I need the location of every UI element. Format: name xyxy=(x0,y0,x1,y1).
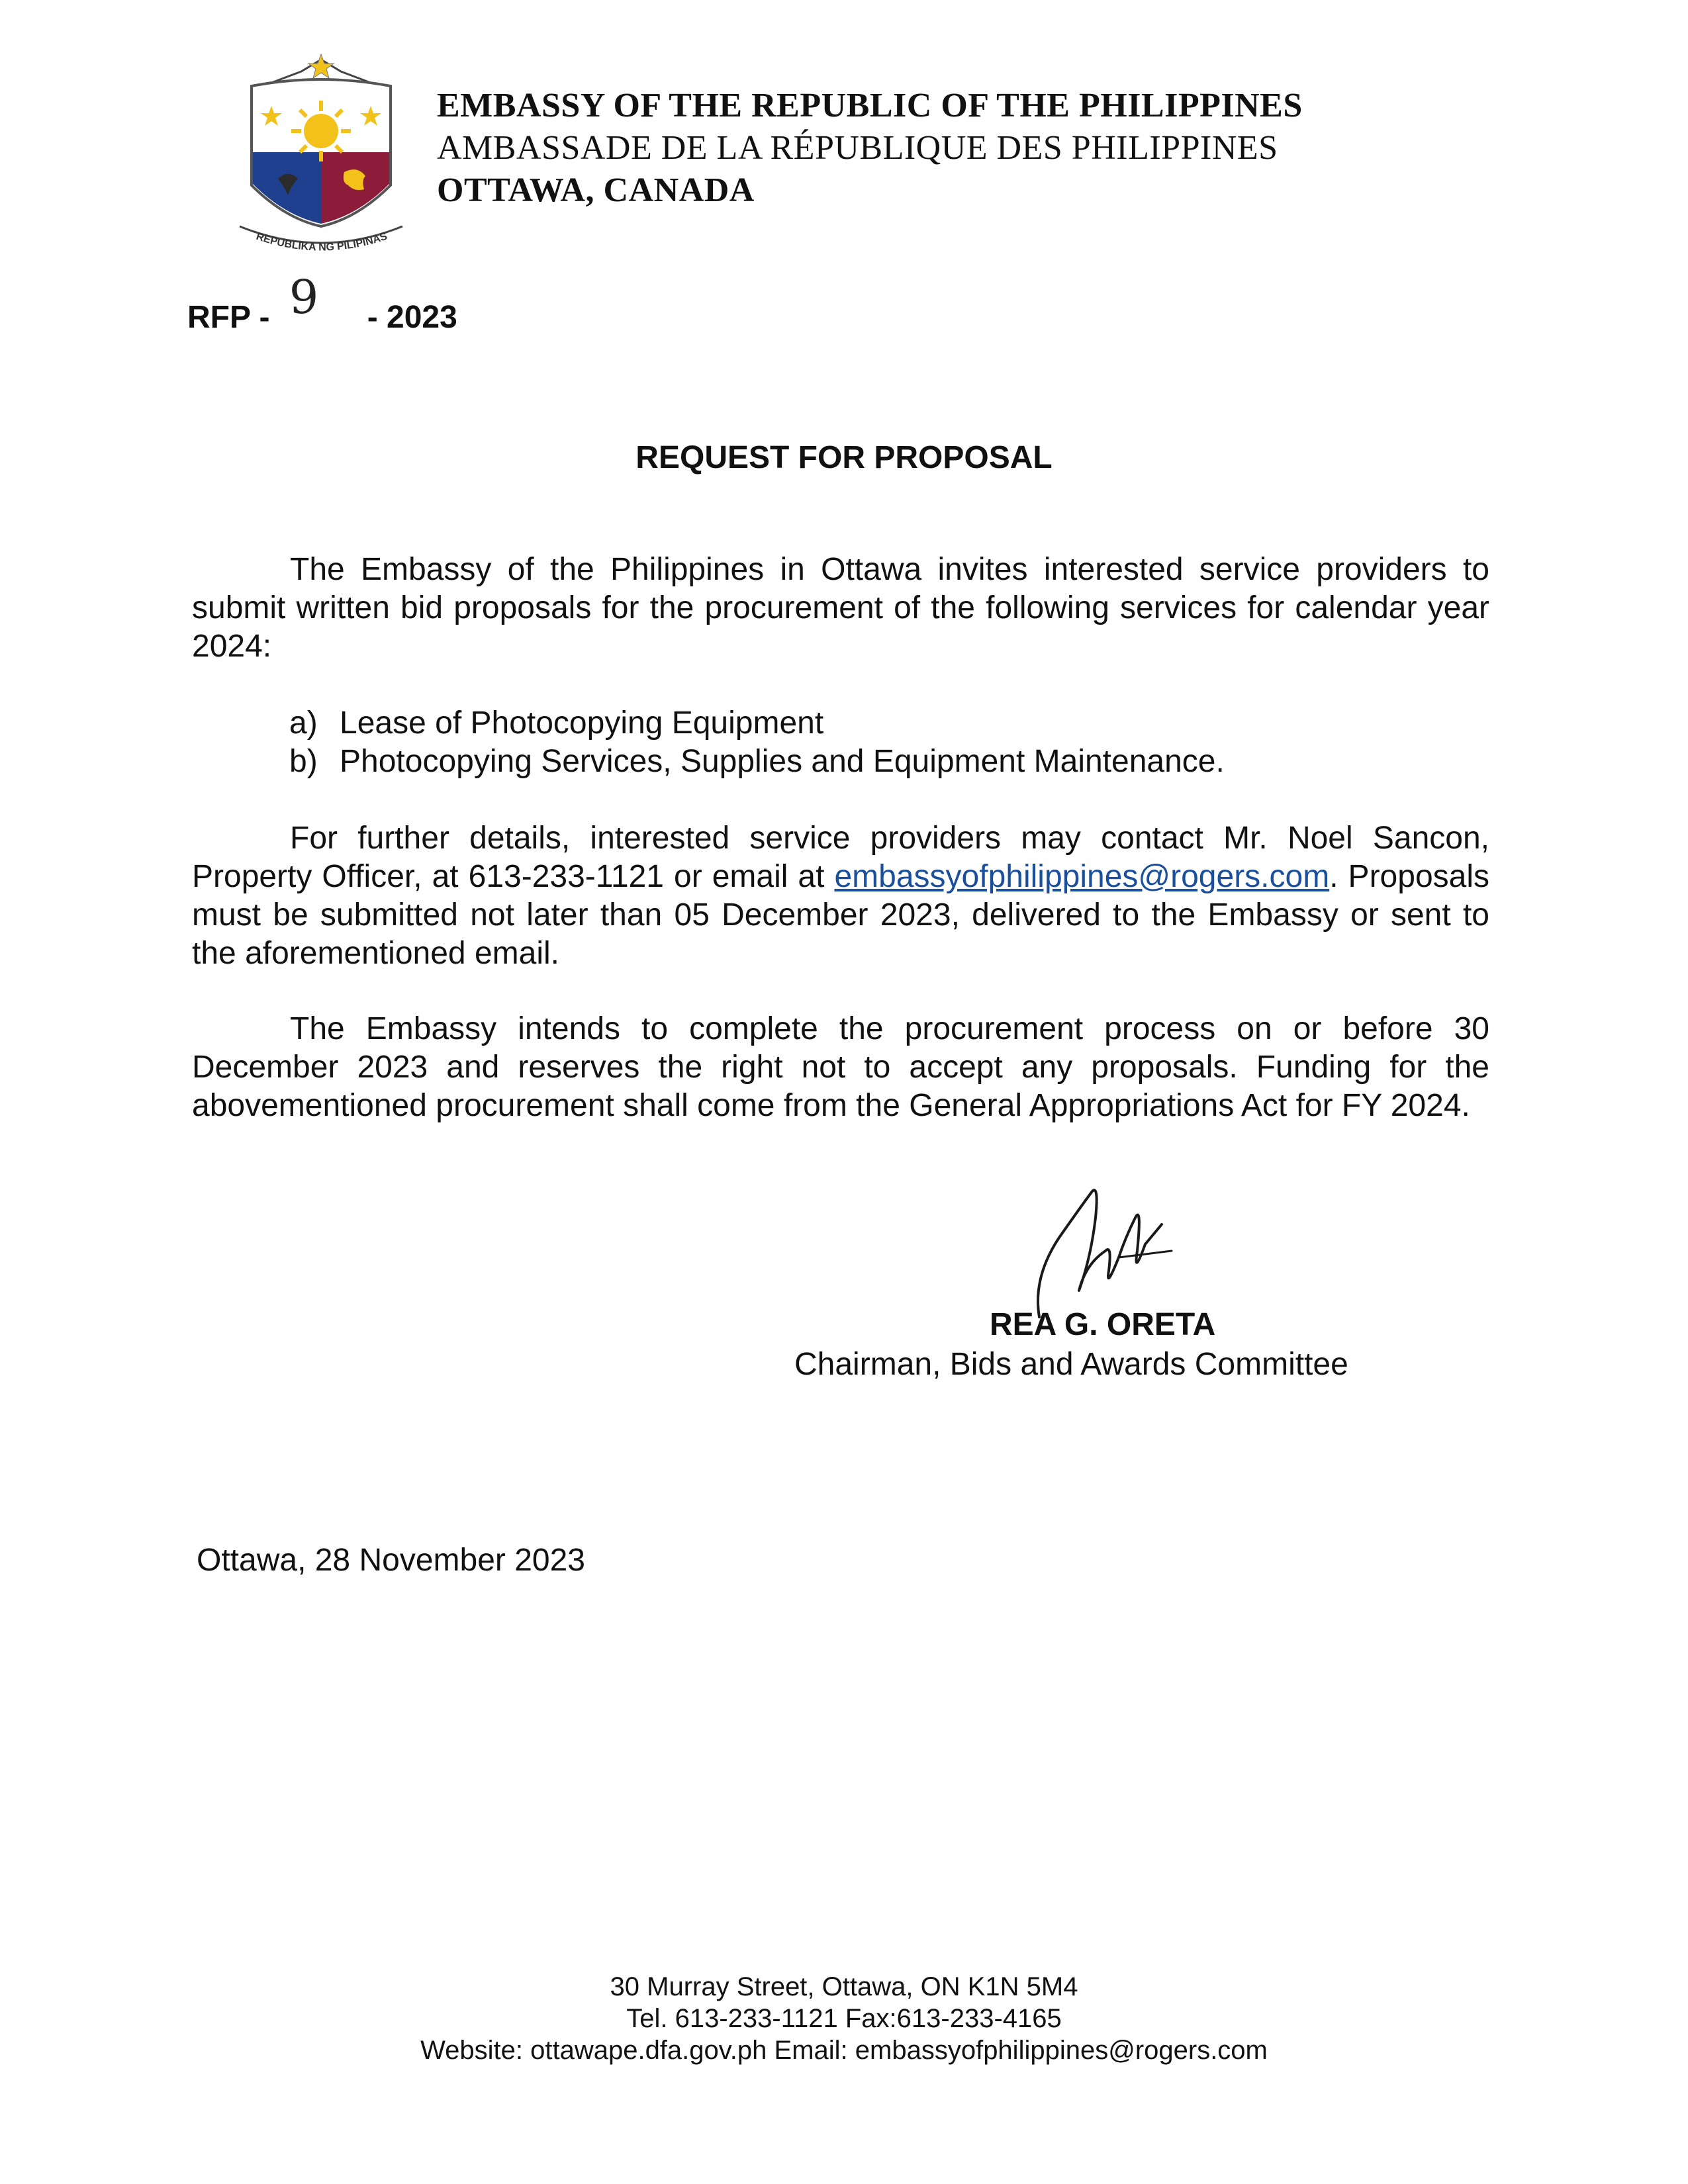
list-item xyxy=(289,704,1225,743)
list-item-text: Photocopying Services, Supplies and Equipment Maintenance. xyxy=(340,744,1225,779)
list-item xyxy=(289,743,1225,781)
letterhead xyxy=(437,85,1303,212)
closing-text: The Embassy intends to complete the procurement process on or before 30 December 2023 and reserves the right not to accept any proposals. Funding for the abovementioned procurement shall come from the General Appropriations Act for FY 2024. xyxy=(192,1011,1489,1123)
embassy-name-french: AMBASSADE DE LA RÉPUBLIQUE DES PHILIPPINES xyxy=(437,129,1278,167)
place-and-date: Ottawa, 28 November 2023 xyxy=(197,1543,585,1578)
signer-title: Chairman, Bids and Awards Committee xyxy=(794,1347,1348,1382)
reference-prefix: RFP - xyxy=(187,300,270,335)
contact-email-link[interactable]: embassyofphilippines@rogers.com xyxy=(834,859,1330,894)
details-text-before: For further details, interested service providers may contact Mr. Noel Sancon, Property Officer, at 613-233-1121 or email at xyxy=(192,821,1489,894)
details-paragraph xyxy=(192,819,1489,973)
intro-text: The Embassy of the Philippines in Ottawa invites interested service providers to submit written bid proposals for the procurement of the following services for calendar year 2024: xyxy=(192,552,1489,664)
footer-address: 30 Murray Street, Ottawa, ON K1N 5M4 xyxy=(610,1972,1078,2001)
document-title: REQUEST FOR PROPOSAL xyxy=(635,440,1053,475)
reference-number xyxy=(187,270,457,339)
embassy-name-english: EMBASSY OF THE REPUBLIC OF THE PHILIPPINES xyxy=(437,87,1303,124)
signer-name: REA G. ORETA xyxy=(990,1307,1216,1342)
footer-phone-fax: Tel. 613-233-1121 Fax:613-233-4165 xyxy=(626,2004,1062,2033)
embassy-location: OTTAWA, CANADA xyxy=(437,171,755,209)
coat-of-arms-seal xyxy=(225,53,417,258)
reference-handwritten-number: 9 xyxy=(289,270,319,324)
footer xyxy=(0,1971,1688,2066)
services-list xyxy=(289,704,1225,781)
seal-top-star-icon xyxy=(308,54,334,78)
list-item-text: Lease of Photocopying Equipment xyxy=(340,705,824,741)
intro-paragraph xyxy=(192,551,1489,666)
list-marker: b) xyxy=(289,744,318,779)
reference-year: - 2023 xyxy=(367,300,457,335)
seal-motto: REPUBLIKA NG PILIPINAS xyxy=(254,230,389,253)
closing-paragraph xyxy=(192,1010,1489,1125)
list-marker: a) xyxy=(289,705,318,741)
seal-sun-icon xyxy=(291,101,351,161)
footer-website-email: Website: ottawape.dfa.gov.ph Email: embassyofphilippines@rogers.com xyxy=(420,2036,1268,2065)
details-text-after: . Proposals must be submitted not later than 05 December 2023, delivered to the Embassy or sent to the aforementioned email. xyxy=(192,859,1489,971)
